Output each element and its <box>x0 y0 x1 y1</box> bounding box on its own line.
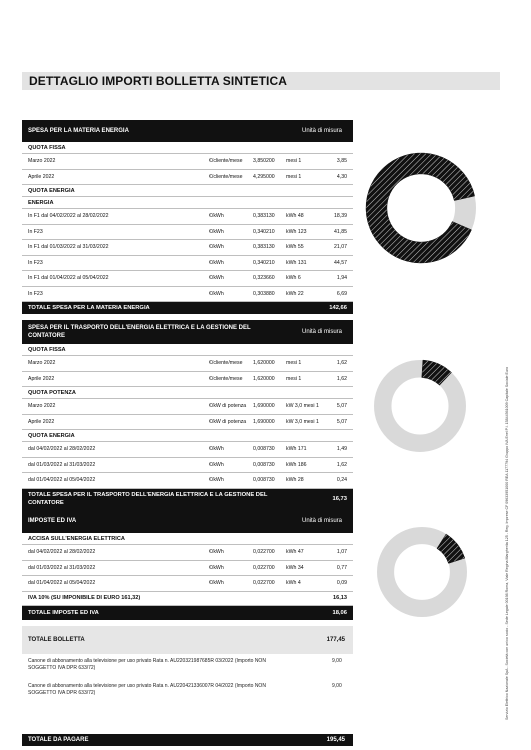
row-price: 3,850200 <box>253 158 275 165</box>
donut-ring <box>383 369 458 444</box>
row-price: 4,295000 <box>253 173 275 180</box>
row-quantity: mesi 1 <box>286 375 302 382</box>
row-amount: 0,77 <box>336 564 347 571</box>
table-row <box>22 356 353 372</box>
transport-total-amount: 16,73 <box>332 495 347 502</box>
energy-header <box>22 120 353 142</box>
row-label: dal 01/04/2022 al 05/04/2022 <box>28 580 96 587</box>
row-unit: €/cliente/mese <box>209 173 243 180</box>
row-label: In F23 <box>28 228 43 235</box>
row-label: dal 01/03/2022 al 31/03/2022 <box>28 564 96 571</box>
row-price: 0,340210 <box>253 259 275 266</box>
row-quantity: kWh 55 <box>286 244 304 251</box>
quota-energia-label: QUOTA ENERGIA <box>28 432 75 439</box>
unit-header: Unità di misura <box>301 329 342 335</box>
row-quantity: kWh 186 <box>286 461 307 468</box>
totale-bolletta-amount: 177,45 <box>326 637 345 643</box>
row-unit: €/kWh <box>209 580 224 587</box>
energy-section <box>22 120 353 314</box>
unit-header: Unità di misura <box>301 518 342 524</box>
row-amount: 1,62 <box>336 360 347 367</box>
row-amount: 3,85 <box>336 158 347 165</box>
row-quantity: kWh 131 <box>286 259 307 266</box>
row-unit: €/kWh <box>209 244 224 251</box>
row-price: 0,303880 <box>253 290 275 297</box>
row-price: 1,690000 <box>253 403 275 410</box>
taxes-total-label: TOTALE IMPOSTE ED IVA <box>28 609 99 616</box>
row-quantity: kWh 6 <box>286 275 301 282</box>
row-amount: 18,39 <box>334 213 347 220</box>
quota-potenza-label: QUOTA POTENZA <box>28 389 76 396</box>
table-row <box>22 458 353 474</box>
row-quantity: mesi 1 <box>286 173 302 180</box>
row-price: 0,383130 <box>253 213 275 220</box>
accisa-label-row <box>22 533 353 545</box>
row-quantity: kW 3,0 mesi 1 <box>286 403 319 410</box>
quota-fissa-label: QUOTA FISSA <box>28 144 66 151</box>
table-row <box>22 287 353 303</box>
row-amount: 4,30 <box>336 173 347 180</box>
taxes-header <box>22 509 353 533</box>
transport-donut-chart <box>373 359 467 453</box>
row-quantity: kWh 4 <box>286 580 301 587</box>
energy-energia-rows <box>22 209 353 302</box>
energy-total-row <box>22 302 353 314</box>
row-label: Aprile 2022 <box>28 173 55 180</box>
taxes-accisa-rows <box>22 545 353 592</box>
row-label: dal 04/02/2022 al 28/02/2022 <box>28 446 96 453</box>
energy-total-label: TOTALE SPESA PER LA MATERIA ENERGIA <box>28 305 150 311</box>
row-unit: €/kWh <box>209 275 224 282</box>
row-unit: €/cliente/mese <box>209 375 243 382</box>
table-row <box>22 442 353 458</box>
row-amount: 1,94 <box>336 275 347 282</box>
totale-bolletta-box <box>22 626 353 654</box>
row-quantity: kWh 47 <box>286 549 304 556</box>
row-price: 0,008730 <box>253 446 275 453</box>
energy-heading: SPESA PER LA MATERIA ENERGIA <box>28 128 129 134</box>
side-legal-text <box>505 100 523 720</box>
table-row <box>22 372 353 388</box>
transport-header <box>22 320 353 344</box>
row-unit: €/kW di potenza <box>209 403 247 410</box>
side-legal-text-content: Servizio Elettrico Nazionale SpA - Società con unico socio - Sede Legale 00198 Roma, Viale Regina Margherita 125 - Reg. Imprese CF 09633951000 REA 1177794 Gruppo IVA Enel P.I. 15844561009 Capitale Sociale Euro <box>505 366 509 720</box>
row-amount: 1,62 <box>336 375 347 382</box>
row-unit: €/kW di potenza <box>209 418 247 425</box>
row-price: 0,323660 <box>253 275 275 282</box>
row-unit: €/cliente/mese <box>209 158 243 165</box>
iva-label: IVA 10% (SU IMPONIBILE DI EURO 161,32) <box>28 595 141 601</box>
row-quantity: kWh 22 <box>286 290 304 297</box>
energia-label-row <box>22 197 353 209</box>
row-price: 0,008730 <box>253 461 275 468</box>
row-price: 0,340210 <box>253 228 275 235</box>
canone-note-1: Canone di abbonamento alla televisione per uso privato Rata n. AU220321987685R 03/2022 (Importo NON SOGGETTO IVA DPR 633/72) <box>28 658 266 671</box>
row-amount: 1,62 <box>336 461 347 468</box>
row-unit: €/kWh <box>209 549 224 556</box>
row-amount: 1,07 <box>336 549 347 556</box>
transport-quota-fissa-rows <box>22 356 353 387</box>
row-unit: €/kWh <box>209 213 224 220</box>
page-title: DETTAGLIO IMPORTI BOLLETTA SINTETICA <box>29 74 288 88</box>
row-amount: 5,07 <box>336 418 347 425</box>
canone-note-2: Canone di abbonamento alla televisione per uso privato Rata n. AU220421336007R 04/2022 (Importo NON SOGGETTO IVA DPR 633/72) <box>28 683 266 696</box>
row-amount: 0,09 <box>336 580 347 587</box>
row-amount: 0,24 <box>336 477 347 484</box>
row-quantity: kWh 34 <box>286 564 304 571</box>
table-row <box>22 576 353 592</box>
row-amount: 5,07 <box>336 403 347 410</box>
row-label: In F1 dal 01/04/2022 al 05/04/2022 <box>28 275 109 282</box>
unit-header: Unità di misura <box>301 128 342 134</box>
totale-pagare-row <box>22 734 353 746</box>
totale-pagare-amount: 195,45 <box>326 737 345 743</box>
row-label: Marzo 2022 <box>28 403 56 410</box>
table-row <box>22 473 353 489</box>
row-quantity: mesi 1 <box>286 158 302 165</box>
row-unit: €/kWh <box>209 564 224 571</box>
row-unit: €/kWh <box>209 228 224 235</box>
table-row <box>22 225 353 241</box>
row-price: 1,620000 <box>253 375 275 382</box>
row-unit: €/kWh <box>209 461 224 468</box>
row-unit: €/kWh <box>209 446 224 453</box>
row-price: 0,008730 <box>253 477 275 484</box>
row-label: Aprile 2022 <box>28 375 55 382</box>
quota-energia-label: QUOTA ENERGIA <box>28 187 75 194</box>
row-quantity: kWh 48 <box>286 213 304 220</box>
totale-bolletta-label: TOTALE BOLLETTA <box>28 637 85 643</box>
transport-quota-energia-rows <box>22 442 353 489</box>
row-label: dal 01/03/2022 al 31/03/2022 <box>28 461 96 468</box>
transport-total-row <box>22 489 353 509</box>
taxes-total-amount: 18,06 <box>332 609 347 616</box>
row-amount: 6,69 <box>336 290 347 297</box>
row-label: dal 04/02/2022 al 28/02/2022 <box>28 549 96 556</box>
row-quantity: mesi 1 <box>286 360 302 367</box>
row-label: In F1 dal 04/02/2022 al 28/02/2022 <box>28 213 109 220</box>
table-row <box>22 170 353 186</box>
row-price: 0,022700 <box>253 580 275 587</box>
transport-heading: SPESA PER IL TRASPORTO DELL'ENERGIA ELETTRICA E LA GESTIONE DEL CONTATORE <box>28 325 251 339</box>
table-row <box>22 209 353 225</box>
taxes-heading: IMPOSTE ED IVA <box>28 518 77 524</box>
row-label: dal 01/04/2022 al 05/04/2022 <box>28 477 96 484</box>
row-unit: €/cliente/mese <box>209 360 243 367</box>
row-label: In F1 dal 01/03/2022 al 31/03/2022 <box>28 244 109 251</box>
table-row <box>22 256 353 272</box>
row-quantity: kW 3,0 mesi 1 <box>286 418 319 425</box>
transport-total-label: TOTALE SPESA PER IL TRASPORTO DELL'ENERGIA ELETTRICA E LA GESTIONE DEL CONTATORE <box>28 491 268 506</box>
row-label: In F23 <box>28 290 43 297</box>
table-row <box>22 271 353 287</box>
canone-amount-2: 9,00 <box>332 683 342 689</box>
table-row <box>22 561 353 577</box>
energy-total-amount: 142,66 <box>329 305 347 311</box>
row-amount: 21,07 <box>334 244 347 251</box>
row-quantity: kWh 171 <box>286 446 307 453</box>
table-row <box>22 545 353 561</box>
energy-donut-chart <box>365 152 477 264</box>
quota-fissa-label-row <box>22 344 353 356</box>
row-amount: 41,85 <box>334 228 347 235</box>
row-price: 1,620000 <box>253 360 275 367</box>
row-unit: €/kWh <box>209 477 224 484</box>
table-row <box>22 154 353 170</box>
row-amount: 44,57 <box>334 259 347 266</box>
accisa-label: ACCISA SULL'ENERGIA ELETTRICA <box>28 535 125 542</box>
table-row <box>22 415 353 431</box>
row-unit: €/kWh <box>209 290 224 297</box>
row-label: Aprile 2022 <box>28 418 55 425</box>
canone-amount-1: 9,00 <box>332 658 342 664</box>
row-quantity: kWh 123 <box>286 228 307 235</box>
quota-fissa-label-row <box>22 142 353 154</box>
table-row <box>22 399 353 415</box>
iva-row <box>22 592 353 606</box>
row-price: 0,383130 <box>253 244 275 251</box>
row-price: 0,022700 <box>253 564 275 571</box>
row-price: 0,022700 <box>253 549 275 556</box>
transport-section <box>22 320 353 509</box>
row-label: Marzo 2022 <box>28 158 56 165</box>
taxes-donut-chart <box>376 526 468 618</box>
row-price: 1,690000 <box>253 418 275 425</box>
taxes-total-row <box>22 606 353 620</box>
row-amount: 1,49 <box>336 446 347 453</box>
row-quantity: kWh 28 <box>286 477 304 484</box>
row-label: In F23 <box>28 259 43 266</box>
transport-quota-potenza-rows <box>22 399 353 430</box>
quota-potenza-label-row <box>22 387 353 399</box>
energia-label: ENERGIA <box>28 199 54 206</box>
row-label: Marzo 2022 <box>28 360 56 367</box>
quota-energia-label-row <box>22 185 353 197</box>
table-row <box>22 240 353 256</box>
taxes-section <box>22 509 353 620</box>
energy-quota-fissa-rows <box>22 154 353 185</box>
quota-fissa-label: QUOTA FISSA <box>28 346 66 353</box>
totale-pagare-label: TOTALE DA PAGARE <box>28 737 89 743</box>
row-unit: €/kWh <box>209 259 224 266</box>
iva-amount: 16,13 <box>333 595 347 601</box>
quota-energia-label-row <box>22 430 353 442</box>
